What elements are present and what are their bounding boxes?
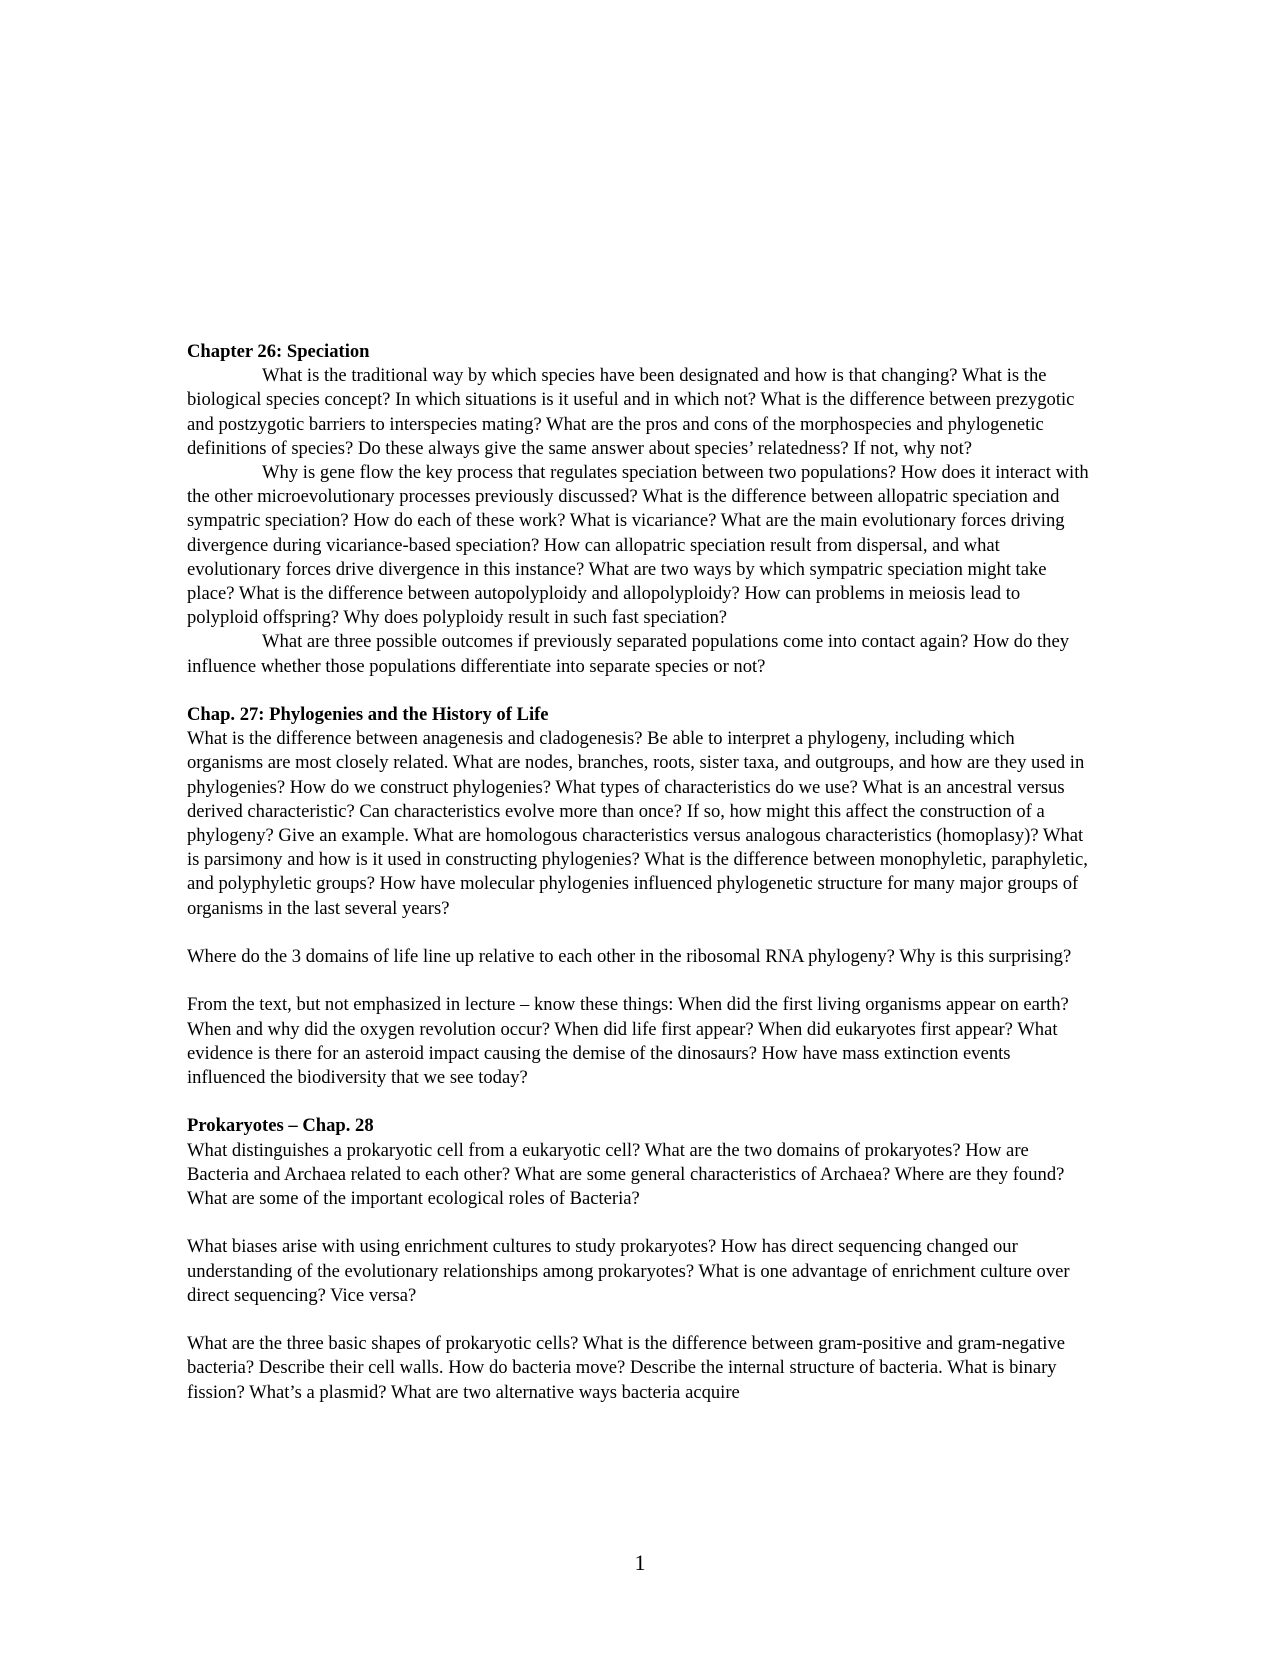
paragraph-ch26-species-concepts: What is the traditional way by which species have been designated and how is that changing? What is the biological species concept? In which situations is it useful and in which not? What is the difference between prezygotic and postzygotic barriers to interspecies mating? What are the pros and cons of the morphospecies and phylogenetic definitions of species? Do these always give the same answer about species’ relatedness? If not, why not?	[187, 365, 1075, 459]
paragraph-spacer	[187, 969, 1092, 993]
paragraph-spacer	[187, 1211, 1092, 1235]
paragraph-ch27-phylogeny: What is the difference between anagenesis and cladogenesis? Be able to interpret a phylogeny, including which organisms are most closely related. What are nodes, branches, roots, sister taxa, and outgroups, and how are they used in phylogenies? How do we construct phylogenies? What types of characteristics do we use? What is an ancestral versus derived characteristic? Can characteristics evolve more than once? If so, how might this affect the construction of a phylogeny? Give an example. What are homologous characteristics versus analogous characteristics (homoplasy)? What is parsimony and how is it used in constructing phylogenies? What is the difference between monophyletic, paraphyletic, and polyphyletic groups? How have molecular phylogenies influenced phylogenetic structure for many major groups of organisms in the last several years?	[187, 728, 1088, 919]
paragraph-ch26-outcomes: What are three possible outcomes if previously separated populations come into contact again? How do they influence whether those populations differentiate into separate species or not?	[187, 631, 1070, 677]
section-heading-chapter-28: Prokaryotes – Chap. 28	[187, 1115, 374, 1137]
paragraph-ch27-domains: Where do the 3 domains of life line up relative to each other in the ribosomal RNA phylogeny? Why is this surprising?	[187, 946, 1072, 968]
document-body	[187, 340, 1092, 1405]
paragraph-ch27-from-text: From the text, but not emphasized in lecture – know these things: When did the first living organisms appear on earth? When and why did the oxygen revolution occur? When did life first appear? When did eukaryotes first appear? What evidence is there for an asteroid impact causing the demise of the dinosaurs? How have mass extinction events influenced the biodiversity that we see today?	[187, 994, 1069, 1089]
section-spacer	[187, 679, 1092, 703]
section-heading-chapter-26: Chapter 26: Speciation	[187, 341, 370, 362]
paragraph-spacer	[187, 921, 1092, 945]
paragraph-ch28-enrichment: What biases arise with using enrichment cultures to study prokaryotes? How has direct sequencing changed our understanding of the evolutionary relationships among prokaryotes? What is one advantage of enrichment culture over direct sequencing? Vice versa?	[187, 1236, 1070, 1306]
page-number: 1	[634, 1550, 646, 1575]
section-spacer	[187, 1090, 1092, 1114]
section-heading-chapter-27: Chap. 27: Phylogenies and the History of Life	[187, 704, 549, 726]
paragraph-spacer	[187, 1308, 1092, 1332]
paragraph-ch26-gene-flow: Why is gene flow the key process that regulates speciation between two populations? How does it interact with the other microevolutionary processes previously discussed? What is the difference between allopatric speciation and sympatric speciation? How do each of these work? What is vicariance? What are the main evolutionary forces driving divergence during vicariance-based speciation? How can allopatric speciation result from dispersal, and what evolutionary forces drive divergence in this instance? What are two ways by which sympatric speciation might take place? What is the difference between autopolyploidy and allopolyploidy? How can problems in meiosis lead to polyploid offspring? Why does polyploidy result in such fast speciation?	[187, 462, 1089, 629]
paragraph-ch28-prokaryotic-cell: What distinguishes a prokaryotic cell from a eukaryotic cell? What are the two domains of prokaryotes? How are Bacteria and Archaea related to each other? What are some general characteristics of Archaea? Where are they found? What are some of the important ecological roles of Bacteria?	[187, 1139, 1065, 1210]
paragraph-ch28-shapes: What are the three basic shapes of prokaryotic cells? What is the difference between gram-positive and gram-negative bacteria? Describe their cell walls. How do bacteria move? Describe the internal structure of bacteria. What is binary fission? What’s a plasmid? What are two alternative ways bacteria acquire	[187, 1333, 1066, 1403]
